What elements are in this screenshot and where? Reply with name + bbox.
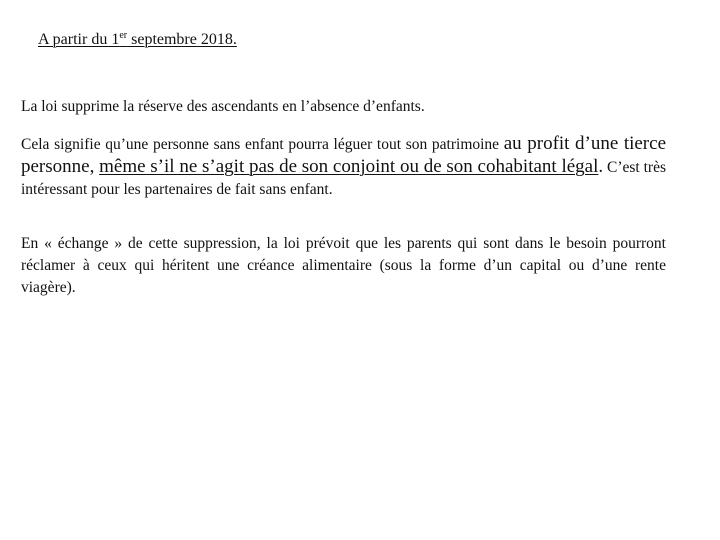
paragraph-reserve: La loi supprime la réserve des ascendants en l’absence d’enfants. — [21, 98, 425, 115]
paragraph-legacy — [21, 133, 666, 201]
paragraph-legacy-underlined: même s’il ne s’agit pas de son conjoint ou de son cohabitant légal — [99, 156, 599, 177]
heading — [38, 31, 237, 49]
paragraph-legacy-part4: . — [598, 156, 604, 177]
heading-superscript: er — [119, 30, 128, 41]
paragraph-legacy-part5: C’est très intéressant pour les partenaires de fait sans enfant. — [21, 159, 666, 198]
paragraph-exchange: En « échange » de cette suppression, la loi prévoit que les parents qui sont dans le besoin pourront réclamer à ceux qui héritent une créance alimentaire (sous la forme d’un capital ou d’une rente viagère). — [21, 235, 666, 296]
paragraph-legacy-part1: Cela signifie qu’une personne sans enfant pourra léguer tout son patrimoine — [21, 136, 504, 153]
heading-text-before: A partir du 1 — [38, 31, 120, 48]
heading-text-after: septembre 2018. — [127, 31, 237, 48]
paragraph-legacy-part2: au profit d’une tierce personne, — [21, 133, 666, 177]
